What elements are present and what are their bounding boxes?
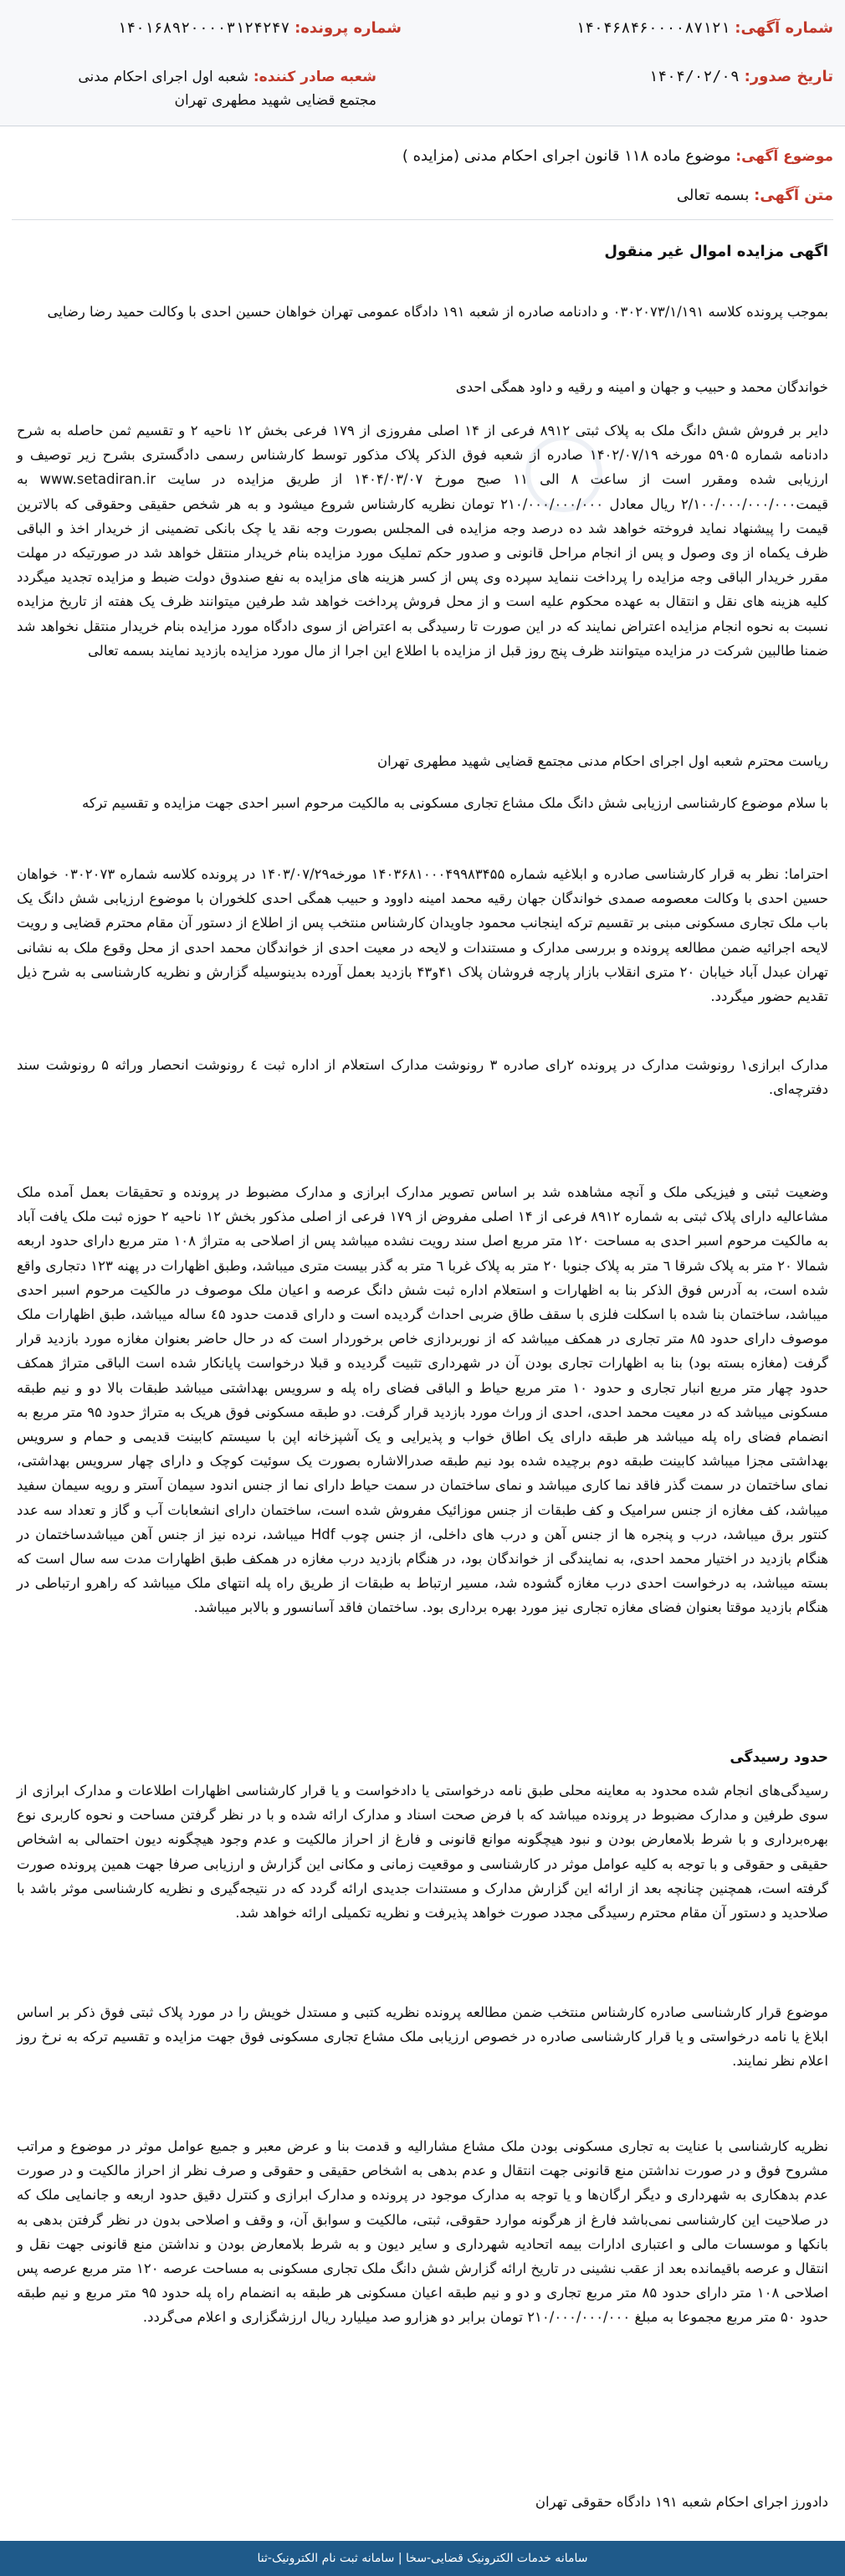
case-number: ۱۴۰۱۶۸۹۲۰۰۰۰۳۱۲۴۲۴۷ <box>117 19 290 37</box>
paragraph-auction-terms: دایر بر فروش شش دانگ ملک به پلاک ثبتی ۸۹۱۲ فرعی از ۱۴ اصلی مفروزی از ۱۷۹ فرعی بخش ۱۲ ناحیه ۲ و تقسیم ثمن حاصله به شرح دادنامه شماره ۵۹۰۵ مورخه ۱۴۰۲/۰۷/۱۹ صادره از شعبه فوق الذکر پلاک مذکور توسط کارشناس رسمی دادگستری بشرح زیر توصیف و ارزیابی شده ومقرر است از ساعت ۸ الی ۱۱ صبح مورخ ۱۴۰۴/۰۳/۰۷ از طریق مزایده در سایت www.setadiran.ir به قیمت۲/۱۰۰/۰۰۰/۰۰۰/۰۰۰ ریال معادل ۲۱۰/۰۰۰/۰۰۰/۰۰۰ تومان نظریه کارشناس شروع میشود و به هر شخص حقیقی وحقوقی که بالاترین قیمت را پیشنهاد نماید فروخته خواهد شد ده درصد وجه مزایده فی المجلس بصورت وجه نقد یا چک بانکی تضمینی از خریدار اخذ و الباقی ظرف یکماه از وی وصول و پس از انجام مراحل قانونی و صدور حکم تملیک مورد مزایده بنام خریدار منتقل خواهد شد در صورتیکه در مهلت مقرر خریدار الباقی وجه مزایده را پرداخت ننماید سپرده وی پس از کسر هزینه های مزایده به نفع صندوق دولت ضبط و مزایده تجدید میگردد کلیه هزینه های نقل و انتقال به عهده محکوم علیه است و از محل فروش پرداخت خواهد شد طرفین میتوانند ظرف یک هفته از تاریخ مزایده نسبت به نحوه انجام مزایده اعتراض نمایند که در این صورت تا رسیدگی به اعتراض از سوی دادگاه مورد مزایده بنام خریدار منتقل نخواهد شد ضمنا طالبین شرکت در مزایده میتوانند ظرف پنج روز قبل از مزایده با اطلاع این اجرا از مال مورد مزایده بازدید نمایند بسمه تعالی <box>17 423 829 659</box>
review-scope-heading: حدود رسیدگی <box>730 1749 828 1766</box>
issuing-branch <box>42 65 376 112</box>
paragraph-property-status: وضعیت ثبتی و فیزیکی ملک و آنچه مشاهده شد بر اساس تصویر مدارک ابرازی و مدارک مضبوط در پرونده و تحقیقات بعمل آمده ملک مشاعالیه دارای پلاک ثبتی به شماره ۸۹۱۲ فرعی از ۱۴ اصلی مفروض از ۱۷۹ فرعی از اصلی مذکور بخش ۱۲ ناحیه ۲ حوزه ثبت ملک یافت آباد به مالکیت مرحوم اسبر احدی به مساحت ۱۲۰ متر مربع اصل سند رویت نشده میباشد پس از اصلاحی به متراژ ۱۰۸ متر مربع دارای حدود اربعه شمالا ۲۰ متر به پلاک شرقا ٦ متر به پلاک جنوبا ۲۰ متر به پلاک غربا ٦ متر به گذر بیست متری میباشد، وطبق اظهارات در پهنه ۱۲۳ دتجاری واقع شده است، به آدرس فوق الذکر بنا به اظهارات و استعلام اداره ثبت شش دانگ عرصه و اعیان ملک موصوف در مالکیت مرحوم اسبر احدی میباشد، ساختمان بنا شده با اسکلت فلزی با سقف طاق ضربی احداث گردیده است و دارای قدمت حدود ٤۵ ساله میباشد، طبق اظهارات ملک موصوف دارای حدود ۸۵ متر تجاری در همکف میباشد که از نوربردازی خاص برخوردار است که در حال حاضر بعنوان مغازه مورد بازدید قرار گرفت (مغازه بسته بود) بنا به اظهارات تجاری بودن آن در شهرداری تثبیت گردیده و قبلا درخواست پایانکار شده است الباقی متراژ همکف حدود چهار متر مربع انبار تجاری و حدود ۱۰ متر مربع حیاط و الباقی فضای راه پله و سرویس بهداشتی میباشد طبقات بالا دو و نیم طبقه مسکونی میباشد که در معیت محمد احدی، احدی از وراث مورد بازدید قرار گرفت. دو طبقه مسکونی فوق هریک به متراژ حدود ۹۵ متر مربع به انضمام فضای راه پله میباشد هر طبقه دارای یک اطاق خواب و پذیرایی و یک آشپزخانه اپن با سیستم کابینت قدیمی و حمام و سرویس بهداشتی مجزا میباشد کابینت طبقه دوم برچیده شده بود نیم طبقه صدرالاشاره بصورت یک سوئیت کوچک و دارای چهار سرویس بهداشتی، نمای ساختمان در سمت گذر فاقد نما کاری میباشد و نمای ساختمان در سمت حیاط دارای نما از جنس اندود سیمان آستر و رویه سیمان سفید میباشد، کف مغازه از جنس سرامیک و کف طبقات از جنس موزائیک مفروش شده است، ساختمان دارای انشعابات آب و گاز و تعداد سه عدد کنتور برق میباشد، درب و پنجره ها از جنس آهن و درب های داخلی، از جنس چوب Hdf میباشد، نرده نیز از جنس آهن میباشدساختمان در هنگام بازدید در اختیار محمد احدی، به نمایندگی از خواندگان بود، در هنگام بازدید درب مغازه در همکف طبق اظهارات مدت سه سال است که بسته میباشد، به درخواست احدی درب مغازه گشوده شد، مسیر ارتباط به طبقات از طریق راه پله انتهای ملک میباشد که راهرو ارتباطی در هنگام بازدید موقتا بعنوان فضای مغازه تجاری نیز مورد بهره برداری بود. ساختمان فاقد آسانسور و بالابر میباشد. <box>17 1184 828 1616</box>
issue-date-row <box>648 65 833 89</box>
notice-number: ۱۴۰۴۶۸۴۶۰۰۰۰۸۷۱۲۱ <box>576 19 730 37</box>
paragraph-greeting: با سلام موضوع کارشناسی ارزیابی شش دانگ ملک مشاع تجاری مسکونی به مالکیت مرحوم اسبر احدی جهت مزایده و تقسیم ترکه <box>81 795 828 811</box>
subject-value: موضوع ماده ۱۱۸ قانون اجرای احکام مدنی (مزایده ) <box>402 147 731 165</box>
paragraph-documents: مدارک ابرازی۱ رونوشت مدارک در پرونده ۲رای صادره ۳ رونوشت مدارک استعلام از اداره ثبت ٤ رونوشت انحصار وراثه ۵ رونوشت سند دفترچه‌ای. <box>17 1057 828 1098</box>
paragraph-signature: دادورز اجرای احکام شعبه ۱۹۱ دادگاه حقوقی تهران <box>535 2494 828 2510</box>
issue-date-label: تاریخ صدور: <box>744 68 833 85</box>
branch-label: شعبه صادر کننده: <box>253 69 376 85</box>
paragraph-plaintiff: بموجب پرونده کلاسه ۰۳۰۲۰۷۳/۱/۱۹۱ و دادنامه صادره از شعبه ۱۹۱ دادگاه عمومی تهران خواهان حسین احدی با وکالت حمید رضا رضایی <box>47 304 828 320</box>
subject-label: موضوع آگهی: <box>735 148 833 165</box>
notice-text-value: بسمه تعالی <box>676 187 750 204</box>
issue-date: ۱۴۰۴/۰۲/۰۹ <box>648 68 740 85</box>
paragraph-addressee: ریاست محترم شعبه اول اجرای احکام مدنی مجتمع قضایی شهید مطهری تهران <box>376 753 828 769</box>
branch-value: شعبه اول اجرای احکام مدنی مجتمع قضایی شهید مطهری تهران <box>78 69 376 109</box>
notice-number-row <box>576 17 833 40</box>
case-number-label: شماره پرونده: <box>294 19 402 37</box>
notice-text-row <box>677 187 833 204</box>
paragraph-assignment: موضوع قرار کارشناسی صادره کارشناس منتخب ضمن مطالعه پرونده نظریه کتبی و مستدل خویش را در مورد پلاک ثبتی فوق ذکر بر اساس ابلاغ یا نامه درخواستی و یا قرار کارشناسی صادره در خصوص ارزیابی ملک مشاع تجاری مسکونی فوق جهت مزایده و تقسیم ترکه به نرخ روز اعلام نظر نمایند. <box>17 2004 828 2070</box>
case-number-row <box>117 17 402 40</box>
notice-title: اگهی مزایده اموال غیر منقول <box>604 243 828 260</box>
notice-number-label: شماره آگهی: <box>735 19 833 37</box>
notice-subject <box>402 147 833 165</box>
paragraph-review-scope: رسیدگی‌های انجام شده محدود به معاینه محلی طبق نامه درخواستی یا دادخواست و یا قرار کارشناسی اظهارات اطلاعات و مدارک ابرازی از سوی طرفین و مدارک مضبوط در پرونده میباشد که با فرض صحت اسناد و مدارک ارائه شده و با در نظر گرفتن مساحت و نحوه کاربری نوع بهره‌برداری و با شرط بلامعارض بودن و نبود هیچگونه موانع قانونی و فارغ از احراز مالکیت و عدم وجود هیچگونه دیون احتمالی به اشخاص حقیقی و حقوقی و با توجه به کلیه عوامل موثر در کارشناسی و موقعیت زمانی و مکانی این گزارش و ارزیابی صرفا جهت همین پرونده صورت گرفته است، همچنین چنانچه بعد از ارائه این گزارش مدارک و مستندات جدیدی ارائه گردد که در نتیجه‌گیری و نظریه کارشناسی موثر باشد با صلاحدید و دستور آن مقام محترم رسیدگی مجدد صورت خواهد پذیرفت و نظریه تکمیلی ارائه خواهد شد. <box>17 1783 828 1922</box>
paragraph-expert-opinion: نظریه کارشناسی با عنایت به تجاری مسکونی بودن ملک مشاع مشارالیه و قدمت بنا و عرض معبر و جمیع عوامل موثر در موضوع و مراتب مشروح فوق و در صورت نداشتن منع قانونی جهت انتقال و عدم بدهی به اشخاص حقیقی و حقوقی و صرف نظر از احراز مالکیت و در صورت عدم بدهکاری به شهرداری و دیگر ارگان‌ها و یا توجه به مدارک موجود در پرونده و مدارک ابرازی و کنترل دقیق حدود اربعه و جانمایی ملک که در صلاحیت این کارشناسی نمی‌باشد فارغ از هرگونه موارد حقوقی، ثبتی، مالکیت و سوابق آن، و وقف و اصلاحی بدون در نظر گرفتن بدهی به بانکها و موسسات مالی و اعتباری ادارات بیمه اتحادیه شهرداری و سایر دیون و به شرط بلامعارض بودن و نداشتن منع قانونی جهت نقل و انتقال و عرصه باقیمانده بعد از عقب نشینی در تاریخ ارائه گزارش شش دانگ ملک تجاری مسکونی به مساحت عرصه ۱۲۰ متر مربع عرصه پس اصلاحی ۱۰۸ متر دارای حدود ۸۵ متر مربع تجاری و دو و نیم طبقه اعیان مسکونی هر طبقه به انضمام راه پله حدود ۹۵ متر مربع و نیم طبقه حدود ۵۰ متر مربع مجموعا به مبلغ ۲۱۰/۰۰۰/۰۰۰/۰۰۰ تومان برابر دو هزارو صد میلیارد ریال ارزشگزاری و اعلام می‌گردد. <box>17 2138 828 2326</box>
notice-text-label: متن آگهی: <box>754 187 833 204</box>
divider <box>12 219 833 220</box>
notice-header <box>0 0 845 126</box>
page-footer[interactable]: سامانه خدمات الکترونیک قضایی-سخا | سامانه ثبت نام الکترونیک-ثنا <box>0 2541 845 2576</box>
paragraph-preamble: احتراما: نظر به قرار کارشناسی صادره و ابلاغیه شماره ۱۴۰۳۶۸۱۰۰۰۴۹۹۸۳۴۵۵ مورخه۱۴۰۳/۰۷/۲۹ در پرونده کلاسه شماره ۰۳۰۲۰۷۳ خواهان حسین احدی با وکالت معصومه صمدی خواندگان جهان رقیه محمد امینه داوود و حبیب همگی احدی کلخوران با موضوع ارزیابی شش دانگ یک باب ملک تجاری مسکونی مبنی بر تقسیم ترکه اینجانب محمود جاویدان کارشناس منتخب پس از اطلاع از دستور آن مقام محترم قضایی و رویت لایحه اجرائیه ضمن مطالعه پرونده و بررسی مدارک و مستندات و لایحه در معیت احدی از خواندگان محمد احدی از محل وقوع ملک به نشانی تهران عبدل آباد خیابان ۲۰ متری انقلاب بازار پارچه فروشان پلاک ۴۱و۴۳ بازدید بعمل آورده بدینوسیله گزارش و نظریه کارشناسی به شرح ذیل تقدیم حضور میگردد. <box>17 866 829 1005</box>
paragraph-defendants: خواندگان محمد و حبیب و جهان و امینه و رقیه و داود همگی احدی <box>455 379 828 395</box>
